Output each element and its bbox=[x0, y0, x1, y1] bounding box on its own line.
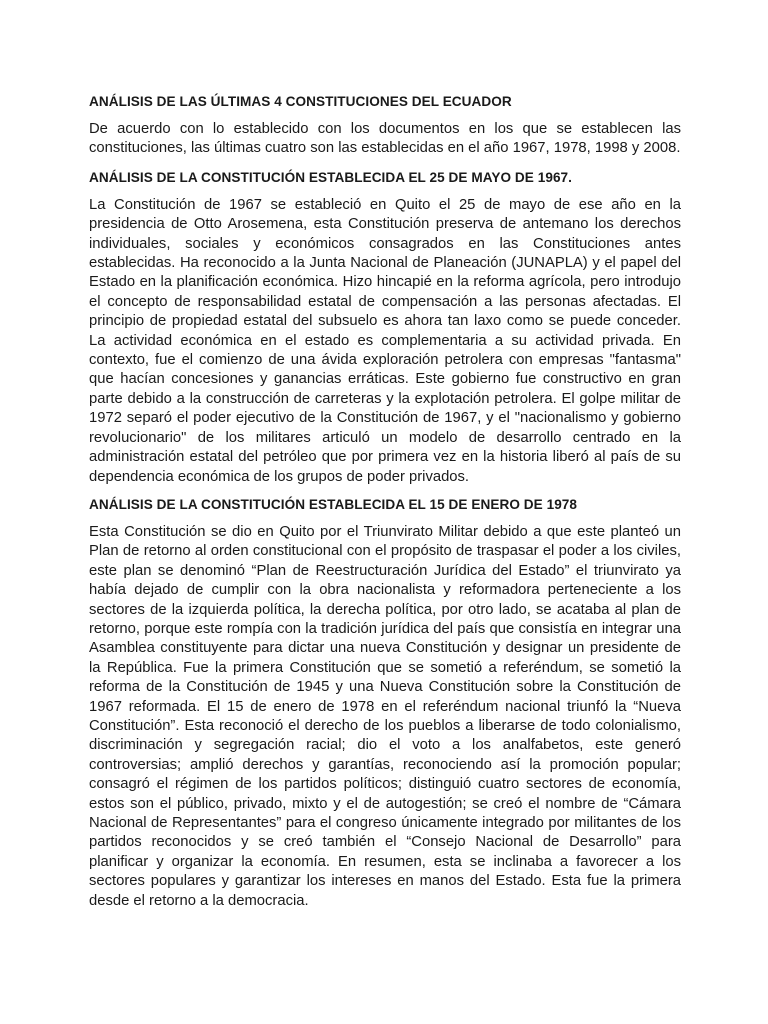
section-heading-1978: ANÁLISIS DE LA CONSTITUCIÓN ESTABLECIDA EL 15 DE ENERO DE 1978 bbox=[89, 496, 578, 512]
section-body-1978: Esta Constitución se dio en Quito por el Triunvirato Militar debido a que este planteó un Plan de retorno al orden constitucional con el propósito de traspasar el poder a los civiles, este plan se denominó “Plan de Reestructuración Jurídica del Estado” el triunvirato ya había dejado de cumplir con la obra nacionalista y reformadora perteneciente a los sectores de la izquierda política, la derecha política, por otro lado, se acataba al plan de retorno, porque este rompía con la tradición jurídica del país que consistía en integrar una Asamblea constituyente para dictar una nueva Constitución y designar un presidente de la República. Fue la primera Constitución que se sometió a referéndum, se sometió la reforma de la Constitución de 1945 y una Nueva Constitución sobre la Constitución de 1967 reformada. El 15 de enero de 1978 en el referéndum nacional triunfó la “Nueva Constitución”. Esta reconoció el derecho de los pueblos a liberarse de todo colonialismo, discriminación y segregación racial; dio el voto a los analfabetos, este generó controversias; amplió derechos y garantías, reconociendo así la promoción popular; consagró el régimen de los partidos políticos; distinguió cuatro sectores de economía, estos son el público, privado, mixto y el de autogestión; se creó el nombre de “Cámara Nacional de Representantes” para el congreso únicamente integrado por militantes de los partidos reconocidos y se creó también el “Consejo Nacional de Desarrollo” para planificar y organizar la economía. En resumen, esta se inclinaba a favorecer a los sectores populares y garantizar los intereses en manos del Estado. Esta fue la primera desde el retorno a la democracia. bbox=[89, 523, 681, 909]
document-body bbox=[89, 92, 681, 919]
section-body-1967: La Constitución de 1967 se estableció en Quito el 25 de mayo de ese año en la presidencia de Otto Arosemena, esta Constitución preserva de antemano los derechos individuales, sociales y económicos consagrados en las Constituciones antes establecidas. Ha reconocido a la Junta Nacional de Planeación (JUNAPLA) y el papel del Estado en la planificación económica. Hizo hincapié en la reforma agrícola, pero introdujo el concepto de responsabilidad estatal de compensación a las personas afectadas. El principio de propiedad estatal del subsuelo es ahora tan laxo como se puede conceder. La actividad económica en el estado es complementaria a su actividad privada. En contexto, fue el comienzo de una ávida exploración petrolera con empresas "fantasma" que hacían concesiones y ganancias erráticas. Este gobierno fue constructivo en gran parte debido a la construcción de carreteras y la explotación petrolera. El golpe militar de 1972 separó el poder ejecutivo de la Constitución de 1967, y el "nacionalismo y gobierno revolucionario" de los militares articuló un modelo de desarrollo centrado en la administración estatal del petróleo que por primera vez en la historia liberó al país de su dependencia económica de los grupos de poder privados. bbox=[89, 196, 681, 485]
section-heading-1967: ANÁLISIS DE LA CONSTITUCIÓN ESTABLECIDA EL 25 DE MAYO DE 1967. bbox=[89, 169, 572, 185]
intro-paragraph: De acuerdo con lo establecido con los documentos en los que se establecen las constituciones, las últimas cuatro son las establecidas en el año 1967, 1978, 1998 y 2008. bbox=[89, 121, 681, 157]
document-title: ANÁLISIS DE LAS ÚLTIMAS 4 CONSTITUCIONES DEL ECUADOR bbox=[89, 94, 512, 109]
